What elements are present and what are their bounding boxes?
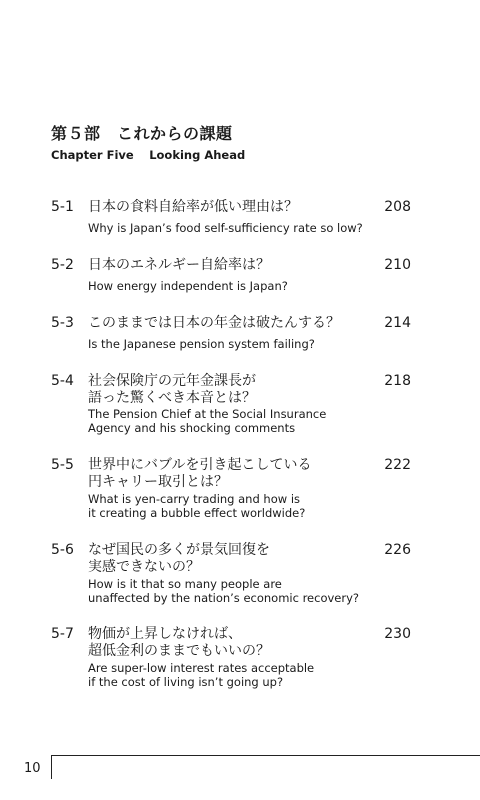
entry-title-jp: 物価が上昇しなければ、 超低金利のままでもいいの？ <box>88 626 270 659</box>
entry-number: 5-6 <box>51 542 74 558</box>
toc-entry <box>51 457 411 521</box>
entry-page-number: 210 <box>384 257 411 273</box>
part-title: 第５部 これからの課題 <box>51 124 233 143</box>
page-folio: 10 <box>24 761 41 776</box>
entry-title-en: How energy independent is Japan? <box>88 279 288 293</box>
toc-entry <box>51 373 411 437</box>
footer-divider <box>51 755 52 779</box>
entry-title-en: Is the Japanese pension system failing? <box>88 337 315 351</box>
entry-title-en: The Pension Chief at the Social Insurance Agency and his shocking comments <box>88 407 327 435</box>
entry-title-jp: 世界中にバブルを引き起こしている 円キャリー取引とは？ <box>88 457 312 490</box>
entry-title-jp: 日本の食料自給率が低い理由は？ <box>88 199 298 215</box>
entry-title-en: How is it that so many people are unaffected by the nation’s economic recovery? <box>88 577 360 605</box>
entry-title-en: Why is Japan’s food self-sufficiency rate so low? <box>88 221 363 235</box>
entry-page-number: 218 <box>384 373 411 389</box>
entry-title-jp: このままでは日本の年金は破たんする？ <box>88 315 340 331</box>
entry-page-number: 222 <box>384 457 411 473</box>
footer-rule <box>52 755 480 756</box>
entry-page-number: 214 <box>384 315 411 331</box>
entry-title-en: What is yen-carry trading and how is it creating a bubble effect worldwide? <box>88 492 306 520</box>
toc-entry <box>51 257 411 297</box>
entry-page-number: 230 <box>384 626 411 642</box>
entry-number: 5-7 <box>51 626 74 642</box>
toc-entry <box>51 315 411 355</box>
entry-number: 5-2 <box>51 257 74 273</box>
entry-title-en: Are super-low interest rates acceptable if the cost of living isn’t going up? <box>88 661 315 689</box>
entry-number: 5-4 <box>51 373 74 389</box>
entry-title-jp: 日本のエネルギー自給率は？ <box>88 257 270 273</box>
toc-entry <box>51 626 411 690</box>
entry-page-number: 208 <box>384 199 411 215</box>
part-subtitle: Chapter Five Looking Ahead <box>51 148 246 162</box>
entry-number: 5-5 <box>51 457 74 473</box>
entry-number: 5-3 <box>51 315 74 331</box>
entry-number: 5-1 <box>51 199 74 215</box>
entry-title-jp: 社会保険庁の元年金課長が 語った驚くべき本音とは？ <box>88 373 256 406</box>
toc-entry <box>51 542 411 606</box>
entry-title-jp: なぜ国民の多くが景気回復を 実感できないの？ <box>88 542 270 575</box>
toc-entry <box>51 199 411 239</box>
entry-page-number: 226 <box>384 542 411 558</box>
